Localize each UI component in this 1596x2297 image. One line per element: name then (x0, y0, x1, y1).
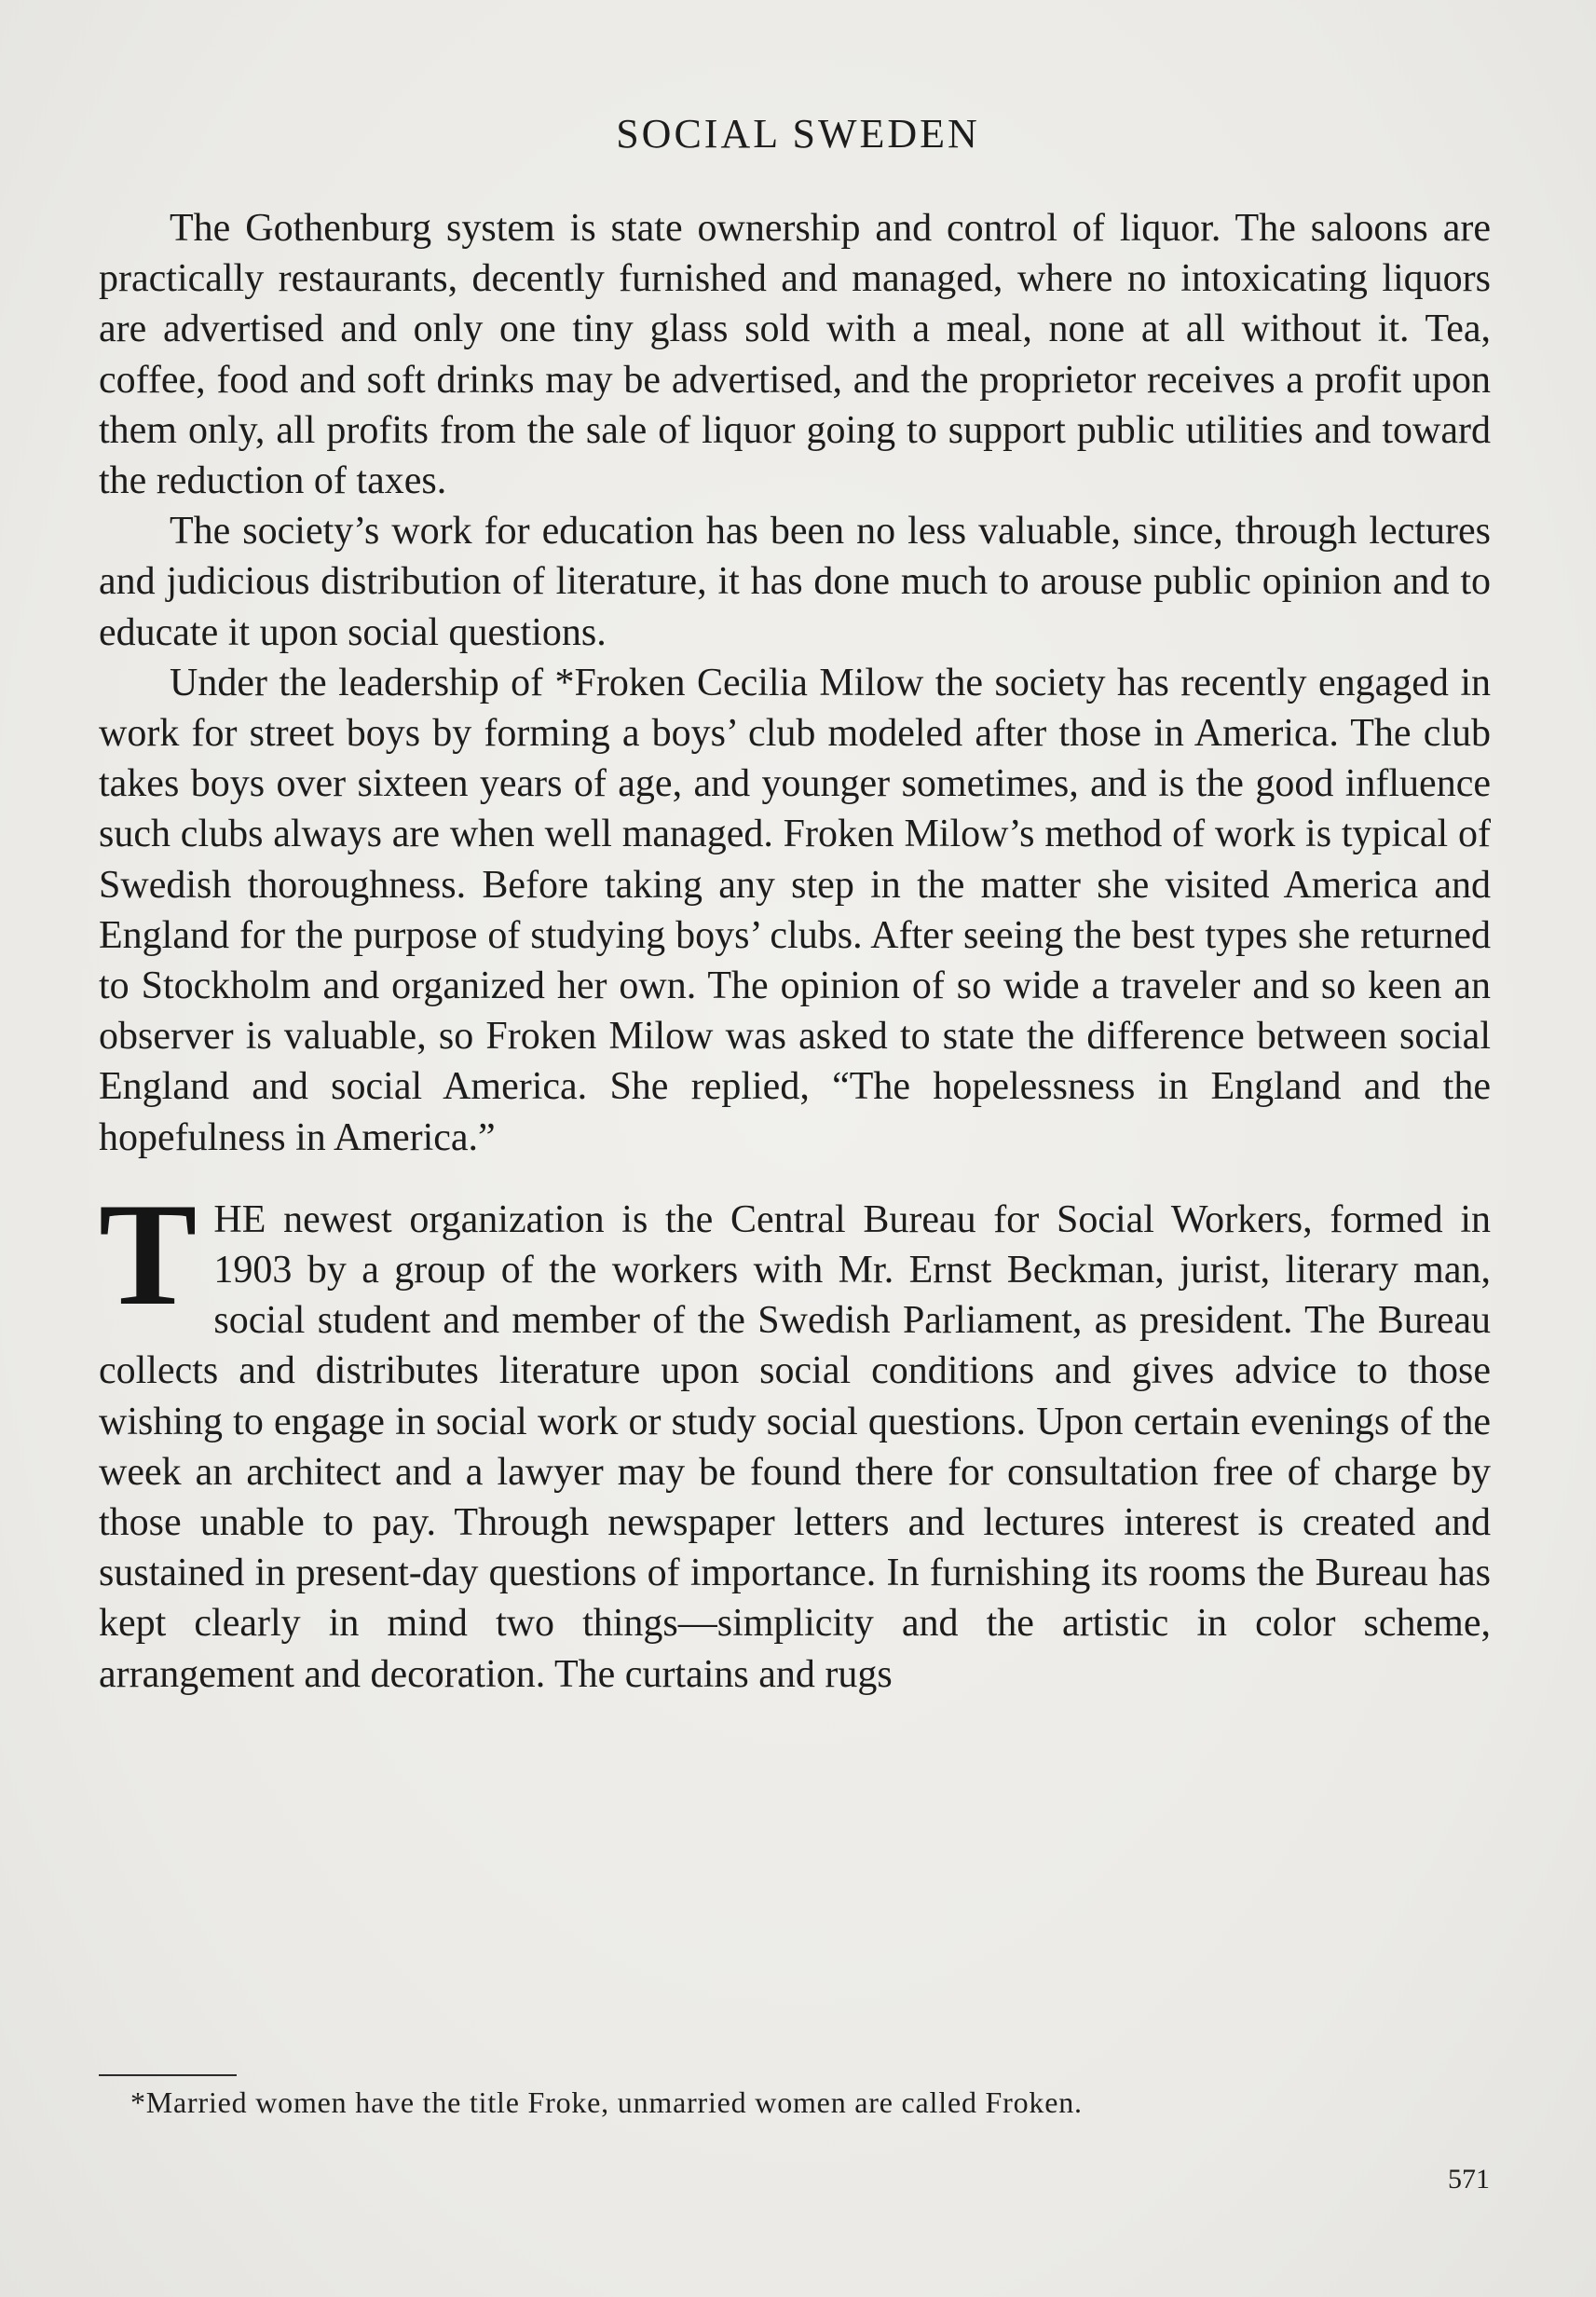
page-number: 571 (1448, 2164, 1490, 2194)
footnote-divider (99, 2074, 237, 2076)
running-title: SOCIAL SWEDEN (616, 111, 980, 157)
footnote: *Married women have the title Froke, unmarried women are called Froken. (130, 2085, 1083, 2119)
drop-cap-initial: T (99, 1172, 198, 1336)
main-text (99, 203, 1491, 1700)
paragraph-society-education: The society’s work for education has been no less valuable, since, through lectures and judicious distribution of literature, it has done much to arouse public opinion and to educate it upon social questions. (99, 510, 1491, 654)
paragraph-central-bureau (99, 1172, 1491, 1700)
paragraph-boys-club: Under the leadership of *Froken Cecilia Milow the society has recently engaged in work for street boys by forming a boys’ club modeled after those in America. The club takes boys over sixteen years of age, and younger sometimes, and is the good influence such clubs always are when well managed. Froken Milow’s method of work is typical of Swedish thoroughness. Before taking any step in the matter she visited America and England for the purpose of studying boys’ clubs. After seeing the best types she returned to Stockholm and organized her own. The opinion of so wide a traveler and so keen an observer is valuable, so Froken Milow was asked to state the difference between social England and social America. She replied, “The hopelessness in England and the hopefulness in America.” (99, 661, 1491, 1159)
central-bureau-text: HE newest organization is the Central Bureau for Social Workers, formed in 1903 by a group of the workers with Mr. Ernst Beckman, jurist, literary man, social student and member of the Swedish Parliament, as president. The Bureau collects and distributes literature upon social conditions and gives advice to those wishing to engage in social work or study social questions. Upon certain evenings of the week an architect and a lawyer may be found there for consultation free of charge by those unable to pay. Through newspaper letters and lectures interest is created and sustained in present-day questions of importance. In furnishing its rooms the Bureau has kept clearly in mind two things—simplicity and the artistic in color scheme, arrangement and decoration. The curtains and rugs (99, 1197, 1491, 1696)
paragraph-gothenburg-system: The Gothenburg system is state ownership and control of liquor. The saloons are practically restaurants, decently furnished and managed, where no intoxicating liquors are advertised and only one tiny glass sold with a meal, none at all without it. Tea, coffee, food and soft drinks may be advertised, and the proprietor receives a profit upon them only, all profits from the sale of liquor going to support public utilities and toward the reduction of taxes. (99, 207, 1491, 503)
